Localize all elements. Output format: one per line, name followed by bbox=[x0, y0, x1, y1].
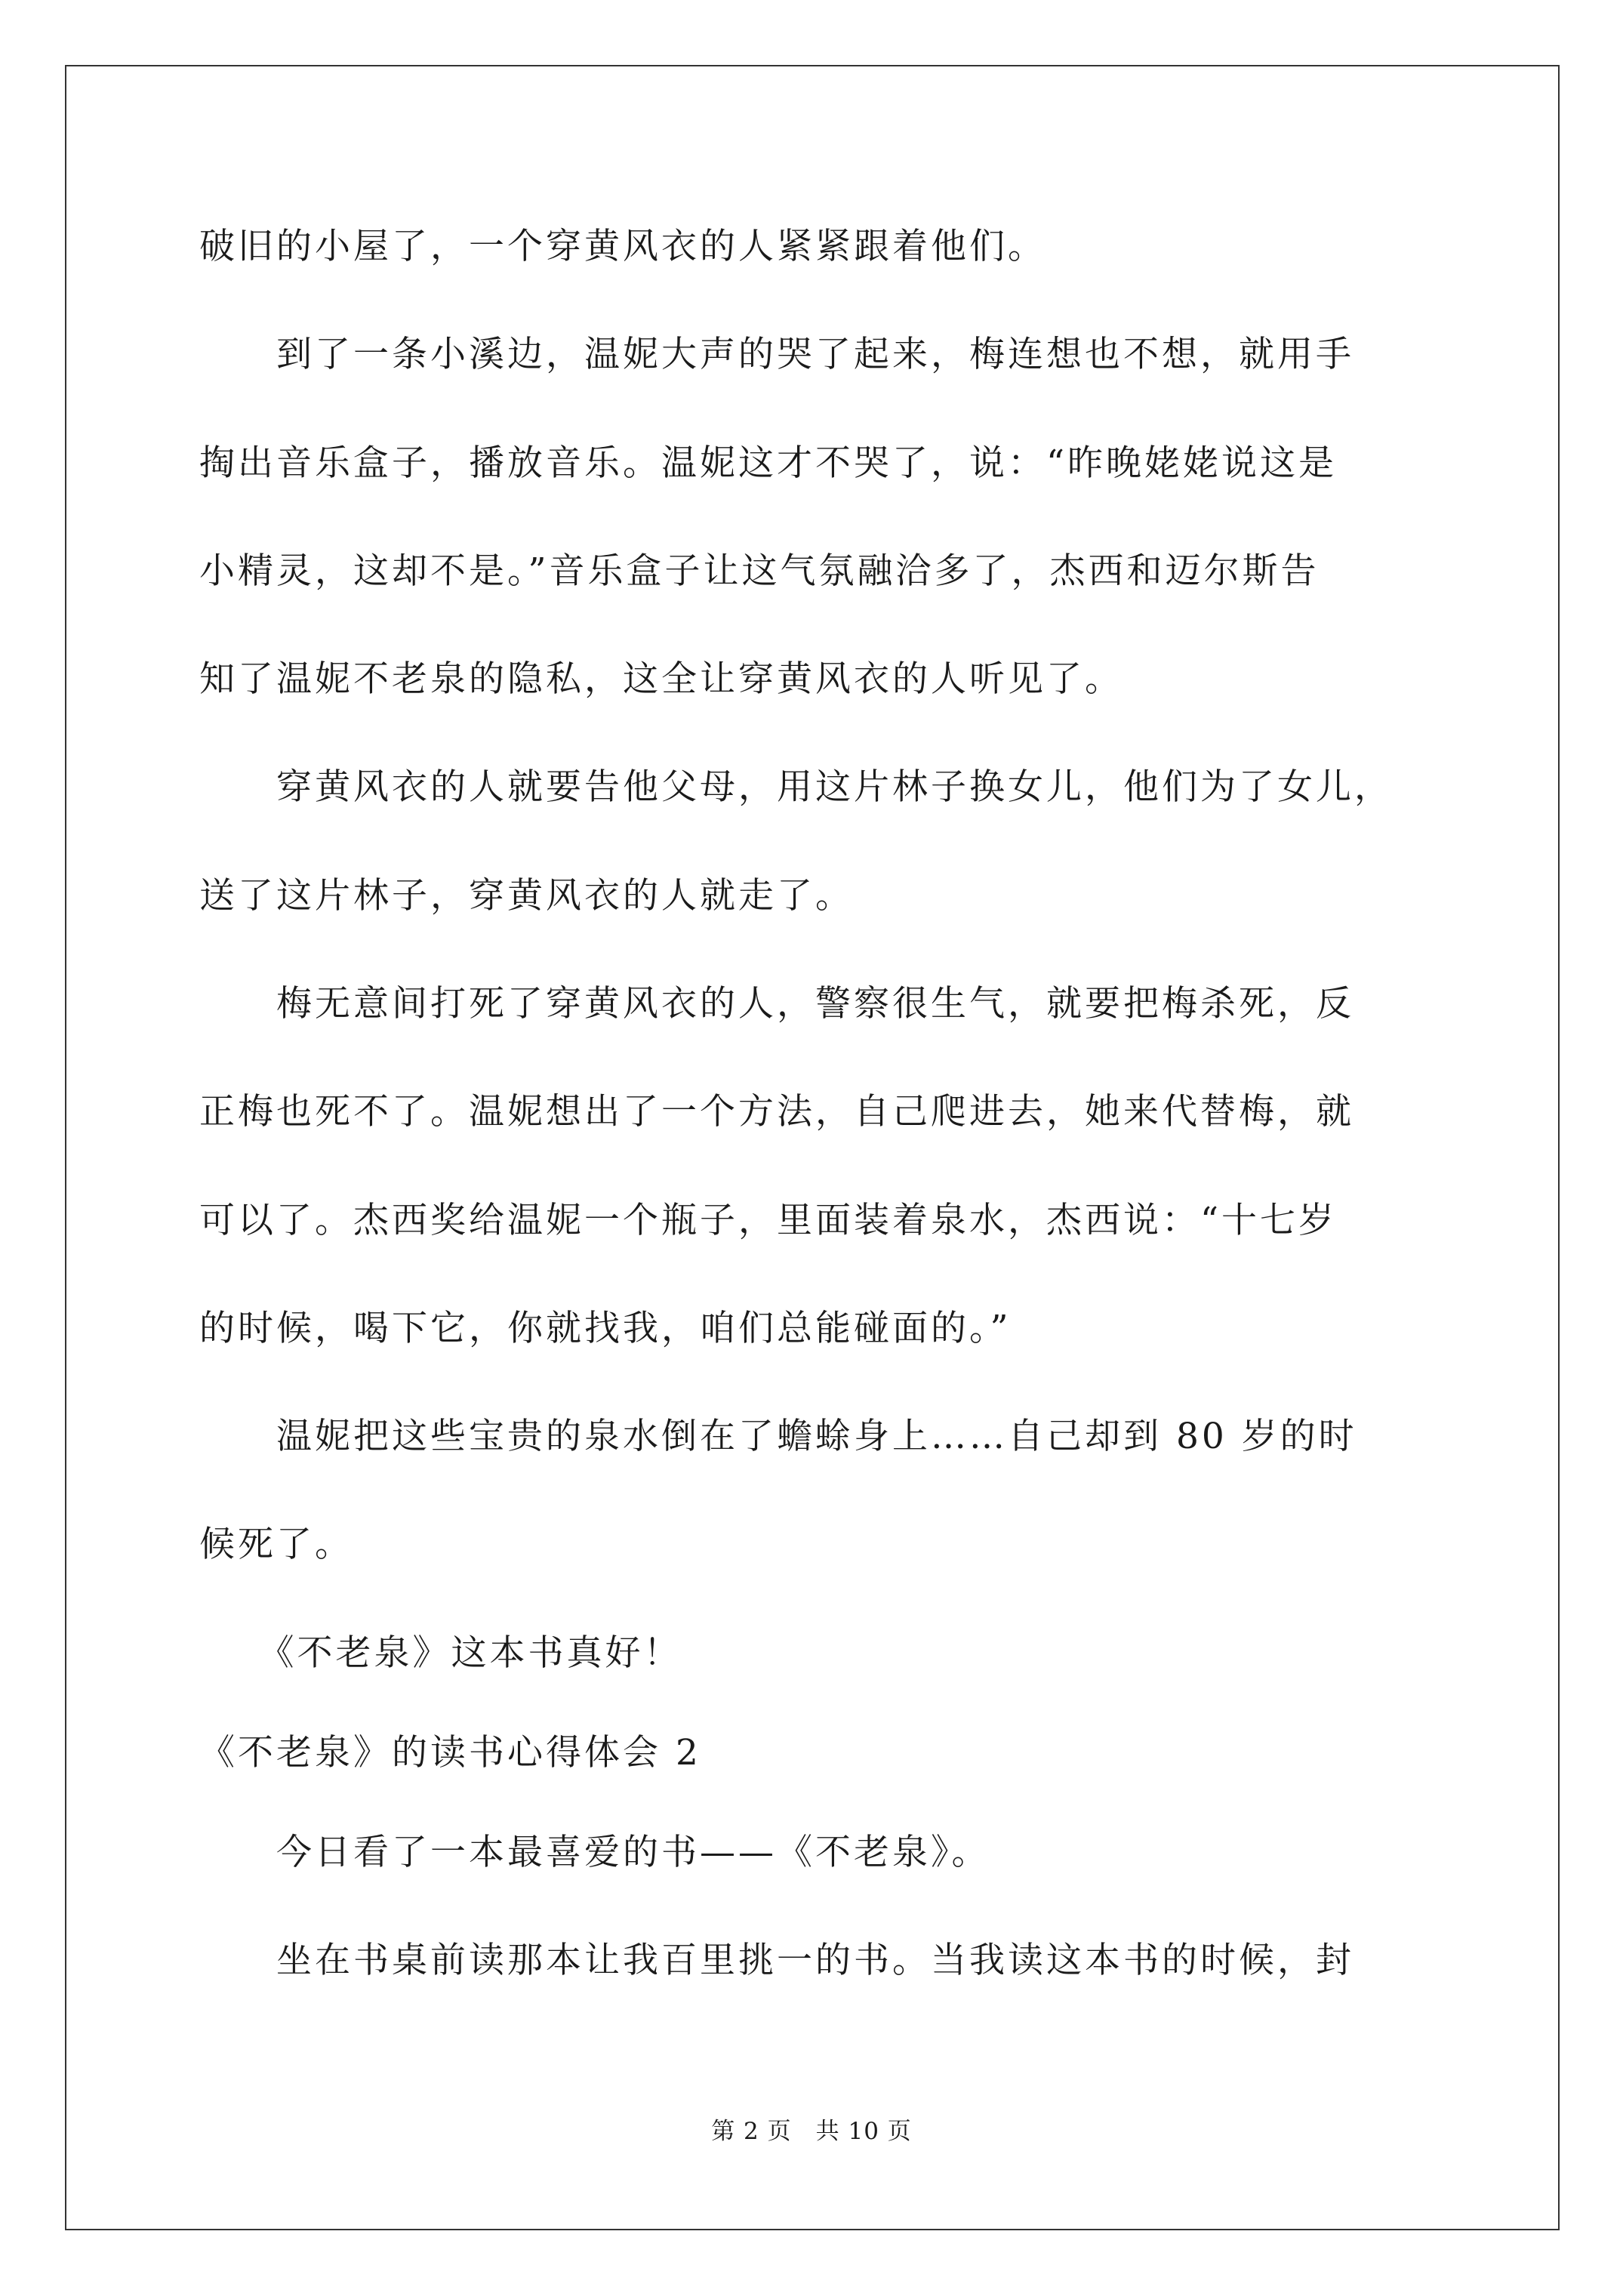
text-line: 候死了。 bbox=[199, 1524, 353, 1565]
text-line: 破旧的小屋了，一个穿黄风衣的人紧紧跟着他们。 bbox=[199, 226, 1046, 267]
text-line: 送了这片林子，穿黄风衣的人就走了。 bbox=[199, 875, 854, 917]
text-line: 掏出音乐盒子，播放音乐。温妮这才不哭了，说：“昨晚姥姥说这是 bbox=[199, 442, 1338, 484]
text-line: 小精灵，这却不是。”音乐盒子让这气氛融洽多了，杰西和迈尔斯告 bbox=[199, 550, 1320, 592]
text-line: 《不老泉》这本书真好！ bbox=[199, 1632, 682, 1674]
text-line: 可以了。杰西奖给温妮一个瓶子，里面装着泉水，杰西说：“十七岁 bbox=[199, 1200, 1338, 1241]
text-line: 坐在书桌前读那本让我百里挑一的书。当我读这本书的时候，封 bbox=[199, 1940, 1354, 1981]
text-line: 知了温妮不老泉的隐私，这全让穿黄风衣的人听见了。 bbox=[199, 658, 1123, 700]
text-line: 今日看了一本最喜爱的书——《不老泉》。 bbox=[199, 1832, 990, 1873]
text-line: 梅无意间打死了穿黄风衣的人，警察很生气，就要把梅杀死，反 bbox=[199, 983, 1354, 1025]
text-line: 温妮把这些宝贵的泉水倒在了蟾蜍身上……自己却到 80 岁的时 bbox=[199, 1416, 1357, 1457]
page-number: 第 2 页 共 10 页 bbox=[711, 2118, 912, 2145]
section-heading: 《不老泉》的读书心得体会 2 bbox=[199, 1732, 701, 1774]
page-border bbox=[65, 65, 1560, 2230]
text-line: 的时候，喝下它，你就找我，咱们总能碰面的。” bbox=[199, 1308, 1012, 1349]
text-line: 正梅也死不了。温妮想出了一个方法，自己爬进去，她来代替梅，就 bbox=[199, 1091, 1354, 1133]
text-line: 穿黄风衣的人就要告他父母，用这片林子换女儿，他们为了女儿， bbox=[199, 766, 1393, 808]
text-line: 到了一条小溪边，温妮大声的哭了起来，梅连想也不想，就用手 bbox=[199, 334, 1354, 375]
